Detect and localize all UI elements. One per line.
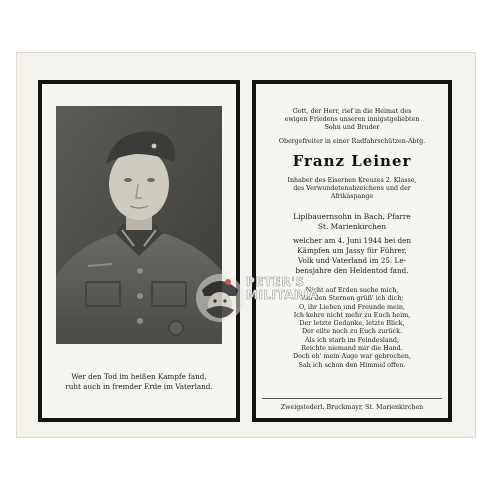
honors-line: Inhaber des Eisernen Kreuzes 2. Klasse, <box>287 177 417 184</box>
caption-line: Wer den Tod im heißen Kampfe fand, <box>71 372 207 381</box>
death-line: Kämpfen um Jassy für Führer, <box>297 246 407 255</box>
death-line: bensjahre den Heldentod fand. <box>295 266 409 275</box>
poem-line: Ich kehre nicht mehr zu Euch heim, <box>293 310 411 319</box>
left-panel <box>38 80 240 422</box>
poem-line: Reichte niemand mir die Hand. <box>301 344 403 353</box>
origin-text <box>260 212 444 232</box>
deceased-name: Franz Leiner <box>292 152 412 170</box>
caption-line: ruht auch in fremder Erde im Vaterland. <box>65 382 213 391</box>
watermark-text <box>246 276 319 302</box>
poem-line: Doch eh' mein Auge war gebrochen, <box>293 352 411 361</box>
intro-line: ewigen Friedens unseren innigstgeliebten <box>284 116 420 124</box>
intro-line: Obergefreiter in einer Radfahrschützen-Abtg. <box>278 137 426 145</box>
watermark-line: MILITARIA <box>246 288 319 302</box>
poem-line: Von den Sternen grüß' ich dich; <box>300 294 404 303</box>
poem-line: Nicht auf Erden suche mich, <box>305 286 399 294</box>
honors-line: Afrikaspange <box>330 193 374 201</box>
honors-text <box>260 177 444 202</box>
poem-line: Als ich starb im Feindesland, <box>305 335 399 344</box>
left-caption <box>46 372 232 392</box>
intro-line: Sohn und Bruder <box>324 124 380 132</box>
honors-line: des Verwundetenabzeichens und der <box>293 185 411 193</box>
origin-line: St. Marienkirchen <box>317 222 387 231</box>
right-panel <box>252 80 452 422</box>
poem-line: Sah ich schon den Himmel offen. <box>298 360 406 369</box>
death-line: welcher am 4. Juni 1944 bei den <box>292 236 412 245</box>
poem-line: Der eilte noch zu Euch zurück. <box>301 327 403 336</box>
poem-line: O, ihr Lieben und Freunde mein, <box>298 302 406 311</box>
death-card <box>16 52 476 438</box>
printer-credit: Zweigstederl. Bruckmayr, St. Marienkirchen <box>262 398 442 411</box>
intro-text <box>260 108 444 146</box>
watermark-line: PETER'S <box>246 275 305 289</box>
intro-line: Gott, der Herr, rief in die Heimat des <box>292 108 412 115</box>
origin-line: Liplbauernsohn in Bach, Pfarre <box>293 212 411 221</box>
poem-line: Der letzte Gedanke, letzte Blick, <box>299 319 405 328</box>
death-line: Volk und Vaterland im 25. Le- <box>298 256 406 265</box>
